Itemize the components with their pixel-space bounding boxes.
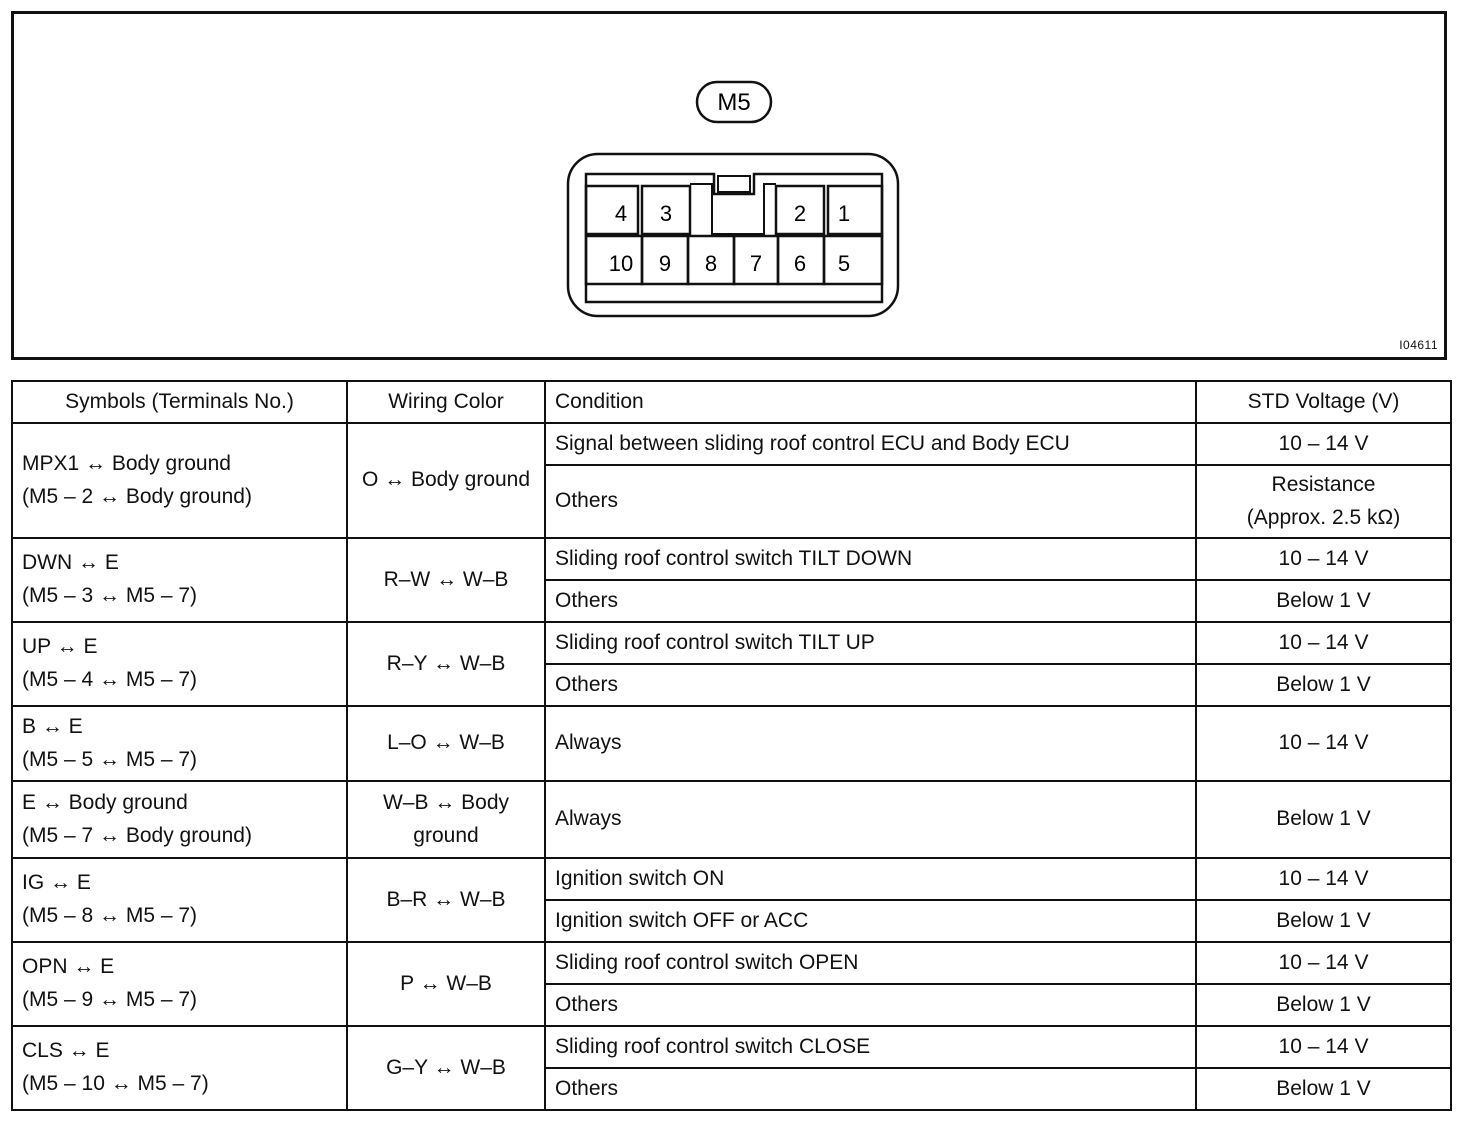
table-header-row bbox=[12, 381, 1451, 423]
table-row bbox=[12, 858, 1451, 900]
condition: Ignition switch OFF or ACC bbox=[545, 900, 1196, 942]
condition: Always bbox=[545, 781, 1196, 858]
symbol: B ↔ E bbox=[22, 714, 83, 738]
std-voltage: 10 – 14 V bbox=[1196, 706, 1451, 781]
wiring-color-cell bbox=[347, 781, 545, 858]
condition: Always bbox=[545, 706, 1196, 781]
symbol-cell bbox=[12, 423, 347, 538]
pin-label: 10 bbox=[608, 251, 634, 276]
wiring-color: O ↔ Body ground bbox=[347, 423, 545, 538]
symbol-cell bbox=[12, 858, 347, 942]
pin-label: 5 bbox=[837, 251, 851, 276]
terminals: (M5 – 7 ↔ Body ground) bbox=[22, 823, 252, 847]
header-symbols: Symbols (Terminals No.) bbox=[12, 381, 347, 423]
std-voltage: 10 – 14 V bbox=[1196, 942, 1451, 984]
pin-label: 1 bbox=[837, 201, 851, 226]
symbol-cell bbox=[12, 538, 347, 622]
std-voltage: 10 – 14 V bbox=[1196, 538, 1451, 580]
std-voltage: Resistance bbox=[1271, 472, 1376, 496]
pin-label: 7 bbox=[749, 251, 763, 276]
header-condition: Condition bbox=[545, 381, 1196, 423]
header-std-voltage: STD Voltage (V) bbox=[1196, 381, 1451, 423]
table-row bbox=[12, 538, 1451, 580]
wiring-color-cont: ground bbox=[413, 823, 479, 847]
condition: Sliding roof control switch OPEN bbox=[545, 942, 1196, 984]
wiring-color: G–Y ↔ W–B bbox=[347, 1026, 545, 1110]
wiring-color: B–R ↔ W–B bbox=[347, 858, 545, 942]
condition: Others bbox=[545, 984, 1196, 1026]
connector-label: M5 bbox=[717, 89, 751, 116]
condition: Others bbox=[545, 580, 1196, 622]
pin-label: 2 bbox=[793, 201, 807, 226]
pin-label: 4 bbox=[614, 201, 628, 226]
pin-label: 9 bbox=[658, 251, 672, 276]
symbol-cell bbox=[12, 781, 347, 858]
symbol-cell bbox=[12, 706, 347, 781]
pin-cavity bbox=[586, 186, 638, 234]
figure-code: I04611 bbox=[1399, 338, 1438, 352]
table-row bbox=[12, 942, 1451, 984]
std-voltage: Below 1 V bbox=[1196, 900, 1451, 942]
terminals: (M5 – 4 ↔ M5 – 7) bbox=[22, 668, 198, 691]
pin-cavity bbox=[828, 186, 882, 234]
wiring-color: W–B ↔ Body bbox=[382, 790, 510, 814]
std-voltage: Below 1 V bbox=[1196, 664, 1451, 706]
pin-label: 6 bbox=[793, 251, 807, 276]
std-voltage: 10 – 14 V bbox=[1196, 858, 1451, 900]
table-row bbox=[12, 706, 1451, 781]
condition: Sliding roof control switch CLOSE bbox=[545, 1026, 1196, 1068]
std-voltage: 10 – 14 V bbox=[1196, 423, 1451, 465]
std-voltage-note: (Approx. 2.5 kΩ) bbox=[1246, 505, 1401, 529]
symbol: OPN ↔ E bbox=[22, 955, 115, 979]
terminals: (M5 – 9 ↔ M5 – 7) bbox=[22, 988, 198, 1011]
wiring-color: P ↔ W–B bbox=[347, 942, 545, 1026]
wiring-color: L–O ↔ W–B bbox=[347, 706, 545, 781]
terminals: (M5 – 3 ↔ M5 – 7) bbox=[22, 584, 198, 607]
terminals: (M5 – 10 ↔ M5 – 7) bbox=[22, 1072, 209, 1095]
symbol: UP ↔ E bbox=[22, 635, 98, 659]
table-row bbox=[12, 622, 1451, 664]
condition: Sliding roof control switch TILT UP bbox=[545, 622, 1196, 664]
wiring-color: R–Y ↔ W–B bbox=[347, 622, 545, 706]
condition: Signal between sliding roof control ECU and Body ECU bbox=[545, 423, 1196, 465]
condition: Others bbox=[545, 664, 1196, 706]
terminal-voltage-table bbox=[11, 380, 1452, 1111]
terminals: (M5 – 2 ↔ Body ground) bbox=[22, 484, 252, 508]
std-voltage: Below 1 V bbox=[1196, 984, 1451, 1026]
symbol: DWN ↔ E bbox=[22, 551, 119, 575]
pin-label: 3 bbox=[659, 201, 673, 226]
symbol-cell bbox=[12, 622, 347, 706]
std-voltage: 10 – 14 V bbox=[1196, 622, 1451, 664]
condition: Sliding roof control switch TILT DOWN bbox=[545, 538, 1196, 580]
table-row bbox=[12, 1026, 1451, 1068]
symbol: IG ↔ E bbox=[22, 871, 91, 895]
condition: Others bbox=[545, 465, 1196, 538]
std-voltage: Below 1 V bbox=[1196, 781, 1451, 858]
terminals: (M5 – 8 ↔ M5 – 7) bbox=[22, 904, 198, 927]
std-voltage: 10 – 14 V bbox=[1196, 1026, 1451, 1068]
symbol: CLS ↔ E bbox=[22, 1039, 110, 1063]
std-voltage: Below 1 V bbox=[1196, 1068, 1451, 1110]
header-wiring-color: Wiring Color bbox=[347, 381, 545, 423]
terminals: (M5 – 5 ↔ M5 – 7) bbox=[22, 747, 198, 771]
condition: Ignition switch ON bbox=[545, 858, 1196, 900]
symbol-cell bbox=[12, 1026, 347, 1110]
connector-latch bbox=[718, 176, 750, 192]
pin-cavity bbox=[824, 236, 882, 284]
pin-row-bottom bbox=[586, 236, 882, 284]
connector-diagram bbox=[14, 14, 1450, 363]
pin-label: 8 bbox=[704, 251, 718, 276]
table-row bbox=[12, 423, 1451, 465]
std-voltage: Below 1 V bbox=[1196, 580, 1451, 622]
symbol: E ↔ Body ground bbox=[22, 790, 188, 814]
symbol-cell bbox=[12, 942, 347, 1026]
table-row bbox=[12, 781, 1451, 858]
wiring-color: R–W ↔ W–B bbox=[347, 538, 545, 622]
symbol: MPX1 ↔ Body ground bbox=[22, 451, 231, 475]
condition: Others bbox=[545, 1068, 1196, 1110]
connector-diagram-panel bbox=[11, 11, 1447, 360]
std-voltage-cell bbox=[1196, 465, 1451, 538]
